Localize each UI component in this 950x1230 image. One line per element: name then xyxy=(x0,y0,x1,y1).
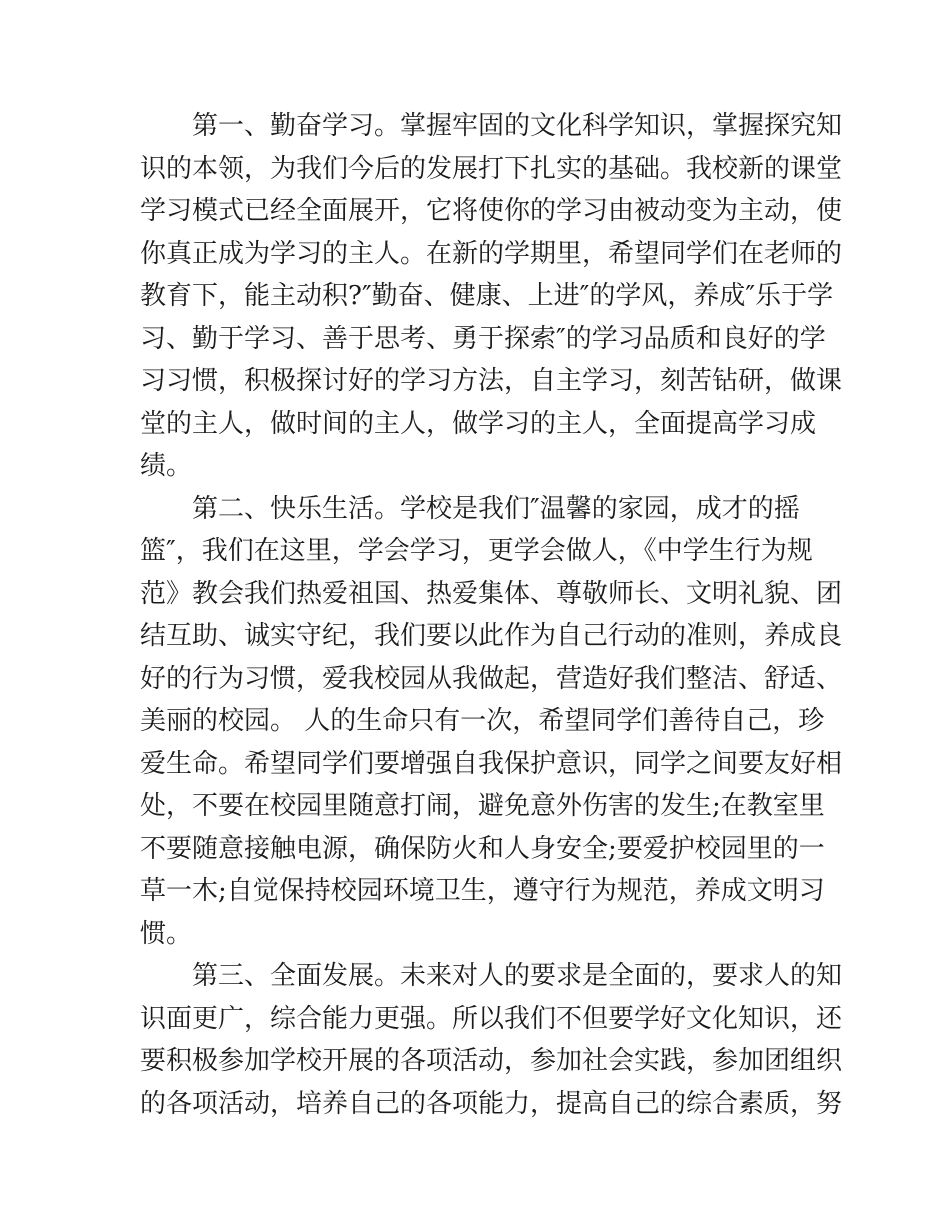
paragraph-line: 篮″，我们在这里，学会学习，更学会做人，《中学生行为规 xyxy=(140,536,813,566)
paragraph-line: 草一木;自觉保持校园环境卫生，遵守行为规范，养成文明习 xyxy=(140,876,825,906)
document-body xyxy=(140,105,843,1125)
paragraph-line: 识的本领，为我们今后的发展打下扎实的基础。我校新的课堂 xyxy=(140,153,843,184)
paragraph-line: 要积极参加学校开展的各项活动，参加社会实践，参加团组织 xyxy=(140,1046,843,1076)
paragraph-line: 第一、勤奋学习。掌握牢固的文化科学知识，掌握探究知 xyxy=(192,111,843,141)
paragraph-line: 范》教会我们热爱祖国、热爱集体、尊敬师长、文明礼貌、团 xyxy=(140,578,843,609)
paragraph-1 xyxy=(140,105,843,488)
paragraph-line: 习、勤于学习、善于思考、勇于探索″的学习品质和良好的学 xyxy=(140,323,826,354)
paragraph-line: 识面更广，综合能力更强。所以我们不但要学好文化知识，还 xyxy=(140,1003,843,1034)
paragraph-line: 的各项活动，培养自己的各项能力，提高自己的综合素质，努 xyxy=(140,1088,843,1119)
paragraph-line: 学习模式已经全面展开，它将使你的学习由被动变为主动，使 xyxy=(140,196,843,226)
paragraph-line: 第二、快乐生活。学校是我们″温馨的家园，成才的摇 xyxy=(192,493,800,524)
paragraph-line: 不要随意接触电源，确保防火和人身安全;要爱护校园里的一 xyxy=(140,833,825,864)
paragraph-line: 习习惯，积极探讨好的学习方法，自主学习，刻苦钻研，做课 xyxy=(140,366,843,396)
paragraph-3 xyxy=(140,955,843,1125)
paragraph-2 xyxy=(140,488,843,956)
paragraph-line: 惯。 xyxy=(140,918,193,949)
paragraph-line: 你真正成为学习的主人。在新的学期里，希望同学们在老师的 xyxy=(140,238,843,269)
paragraph-line: 结互助、诚实守纪，我们要以此作为自己行动的准则，养成良 xyxy=(140,621,843,651)
paragraph-line: 第三、全面发展。未来对人的要求是全面的，要求人的知 xyxy=(192,961,843,991)
paragraph-line: 堂的主人，做时间的主人，做学习的主人，全面提高学习成 xyxy=(140,408,817,439)
paragraph-line: 爱生命。希望同学们要增强自我保护意识，同学之间要友好相 xyxy=(140,748,843,779)
paragraph-line: 好的行为习惯，爱我校园从我做起，营造好我们整洁、舒适、 xyxy=(140,663,843,694)
paragraph-line: 绩。 xyxy=(140,451,193,481)
paragraph-line: 美丽的校园。 人的生命只有一次，希望同学们善待自己，珍 xyxy=(140,706,825,736)
paragraph-line: 教育下，能主动积?″勤奋、健康、上进″的学风，养成″乐于学 xyxy=(140,281,834,311)
paragraph-line: 处，不要在校园里随意打闹，避免意外伤害的发生;在教室里 xyxy=(140,791,825,821)
